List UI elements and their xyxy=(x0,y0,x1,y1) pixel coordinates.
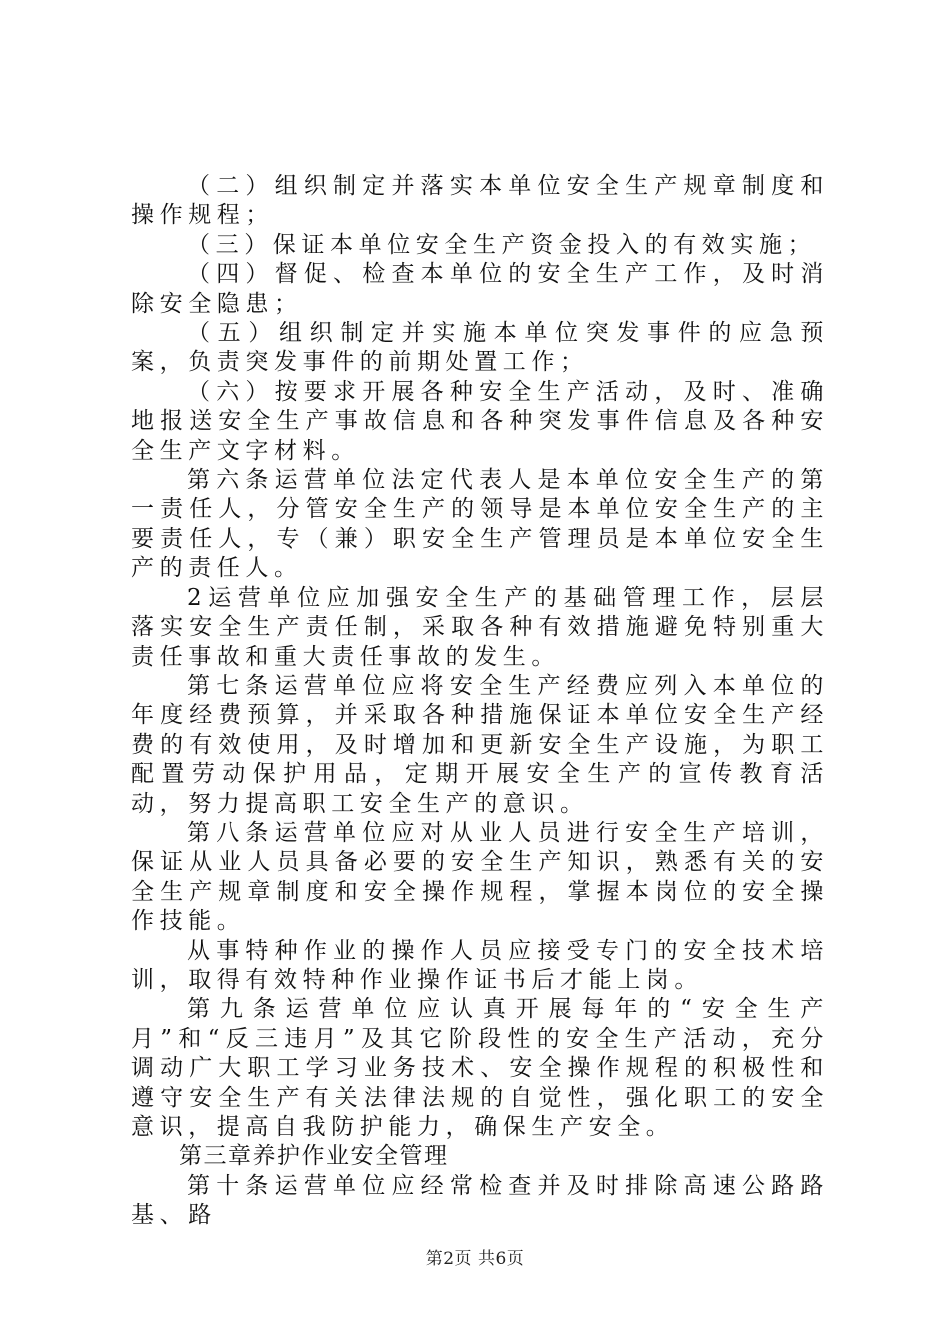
article-6-clause-2: 2运营单位应加强安全生产的基础管理工作，层层落实安全生产责任制，采取各种有效措施避免特别重大责任事故和重大责任事故的发生。 xyxy=(131,584,829,670)
article-10-paragraph: 第十条运营单位应经常检查并及时排除高速公路路基、路 xyxy=(131,1172,829,1229)
paragraph-item-2: （二）组织制定并落实本单位安全生产规章制度和操作规程； xyxy=(131,173,829,229)
article-8-clause-2: 从事特种作业的操作人员应接受专门的安全技术培训，取得有效特种作业操作证书后才能上岗。 xyxy=(131,937,829,993)
article-7-paragraph: 第七条运营单位应将安全生产经费应列入本单位的年度经费预算，并采取各种措施保证本单位安全生产经费的有效使用，及时增加和更新安全生产设施，为职工配置劳动保护用品，定期开展安全生产的宣传教育活动，努力提高职工安全生产的意识。 xyxy=(131,672,829,817)
article-9-paragraph: 第九条运营单位应认真开展每年的“安全生产月”和“反三违月”及其它阶段性的安全生产活动，充分调动广大职工学习业务技术、安全操作规程的积极性和遵守安全生产有关法律法规的自觉性，强化职工的安全意识，提高自我防护能力，确保生产安全。 xyxy=(131,996,829,1140)
document-body xyxy=(131,172,829,1231)
paragraph-item-6: （六）按要求开展各种安全生产活动，及时、准确地报送安全生产事故信息和各种突发事件信息及各种安全生产文字材料。 xyxy=(131,378,829,464)
paragraph-item-3: （三）保证本单位安全生产资金投入的有效实施； xyxy=(187,231,817,258)
article-8-paragraph: 第八条运营单位应对从业人员进行安全生产培训，保证从业人员具备必要的安全生产知识，熟悉有关的安全生产规章制度和安全操作规程，掌握本岗位的安全操作技能。 xyxy=(131,819,829,935)
paragraph-item-5: （五）组织制定并实施本单位突发事件的应急预案，负责突发事件的前期处置工作； xyxy=(131,320,829,376)
page-number-footer: 第2页 共6页 xyxy=(425,1249,525,1269)
chapter-3-heading: 第三章养护作业安全管理 xyxy=(179,1143,449,1170)
paragraph-item-4: （四）督促、检查本单位的安全生产工作，及时消除安全隐患； xyxy=(131,261,829,317)
article-6-paragraph: 第六条运营单位法定代表人是本单位安全生产的第一责任人，分管安全生产的领导是本单位安全生产的主要责任人，专（兼）职安全生产管理员是本单位安全生产的责任人。 xyxy=(131,467,829,582)
